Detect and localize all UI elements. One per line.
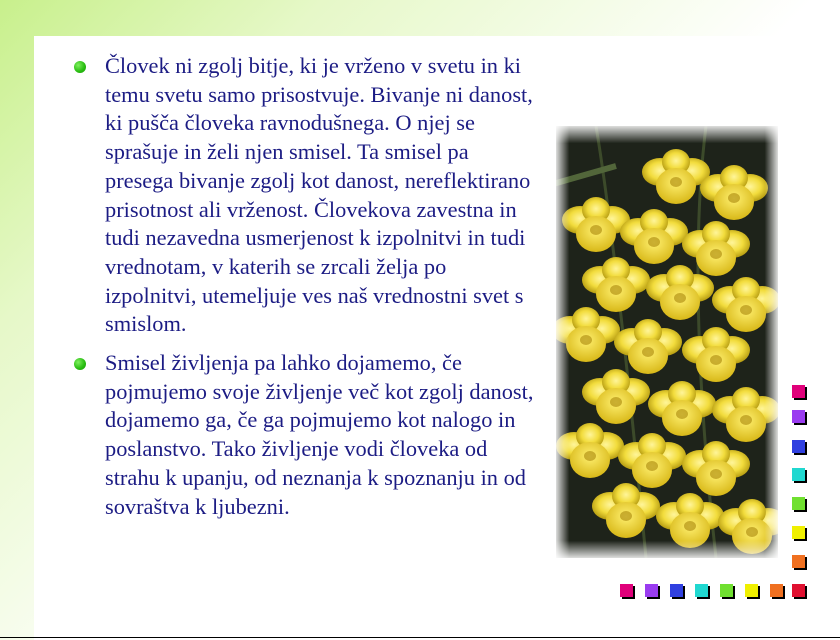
decor-square	[745, 584, 758, 597]
decor-square	[792, 526, 805, 539]
decor-square	[620, 584, 633, 597]
orchid-photo	[556, 126, 778, 558]
decor-square	[670, 584, 683, 597]
decor-square	[792, 440, 805, 453]
decor-square	[792, 385, 805, 398]
bullet-text: Človek ni zgolj bitje, ki je vrženo v svetu in ki temu svetu samo prisostvuje. Bivanje ni danost, ki pušča človeka ravnodušnega. O njej se sprašuje in želi njen smisel. Ta smisel pa presega bivanje zgolj kot danost, nereflektirano prisotnost ali vrženost. Človekova zavestna in tudi nezavedna usmerjenost k izpolnitvi in tudi vrednotam, v katerih se zrcali želja po izpolnitvi, utemeljuje ves naš vrednostni svet s smislom.	[105, 53, 533, 337]
decor-square	[770, 584, 783, 597]
bullet-item	[72, 52, 542, 339]
decor-square	[720, 584, 733, 597]
bullet-dot-icon	[74, 61, 86, 73]
decor-square	[792, 497, 805, 510]
decor-square	[645, 584, 658, 597]
decor-square	[792, 555, 805, 568]
bullet-item	[72, 349, 542, 521]
photo-soft-edge	[556, 126, 778, 558]
bullet-list	[72, 52, 542, 531]
decor-square	[792, 410, 805, 423]
decor-square	[792, 584, 805, 597]
bullet-text: Smisel življenja pa lahko dojamemo, če pojmujemo svoje življenje več kot zgolj danost, dojamemo ga, če ga pojmujemo kot nalogo in poslanstvo. Tako življenje vodi človeka od strahu k upanju, od neznanja k spoznanju in od sovraštva k ljubezni.	[105, 350, 534, 519]
bullet-dot-icon	[74, 358, 86, 370]
decor-square	[792, 468, 805, 481]
decor-square	[695, 584, 708, 597]
bottom-border	[0, 637, 840, 638]
